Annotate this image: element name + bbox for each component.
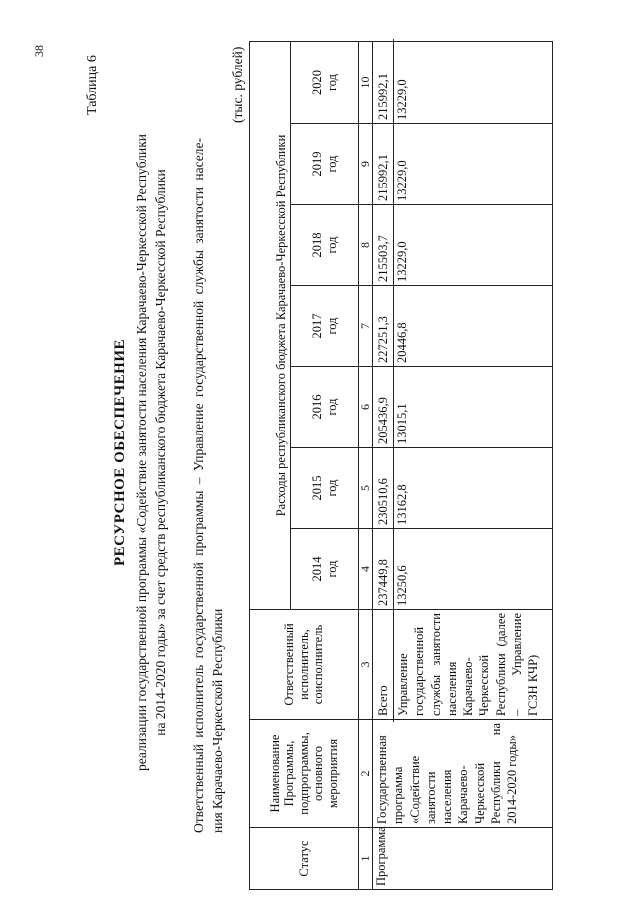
column-number: 1 — [359, 828, 373, 890]
value-total-2015: 230510,6 — [376, 478, 391, 525]
row-program-name: Государственная программа «Содействие занятости населения Карачаево-Черкесской Республики на 2014-2020 годы» — [373, 720, 553, 828]
column-number: 8 — [359, 205, 373, 286]
value-total-2019: 215992,1 — [376, 154, 391, 201]
header-year-2017: 2017 год — [291, 286, 359, 367]
units-note: (тыс. рублей) — [230, 46, 245, 123]
row-executor-agency: Управление государственной службы занятости населения Карачаево-Черкесской Республики (далее – Управление ГСЗН КЧР) — [396, 613, 541, 716]
document-subtitle-line-2: на 2014-2020 годы» за счет средств республиканского бюджета Карачаево-Черкесской Республики — [153, 169, 168, 736]
header-year-2020: 2020 год — [291, 41, 359, 123]
value-total-2014: 237449,8 — [376, 559, 391, 606]
column-number: 3 — [359, 610, 373, 720]
header-row-top — [250, 41, 291, 889]
page-number: 38 — [32, 45, 46, 57]
value-agency-2019: 13229,0 — [395, 160, 410, 201]
header-expenses-group: Расходы республиканского бюджета Карачаево-Черкесской Республики — [250, 41, 291, 609]
table-row — [373, 41, 553, 889]
document-subtitle-line-1: реализации государственной программы «Содействие занятости населения Карачаево-Черкесской Республики — [134, 133, 149, 772]
header-status: Статус — [250, 828, 359, 890]
responsible-executor-line-1: Ответственный исполнитель государственной программы – Управление государственной службы занятости населе- — [191, 138, 206, 833]
value-agency-2018: 13229,0 — [395, 241, 410, 282]
column-number: 10 — [359, 41, 373, 123]
value-total-2017: 227251,3 — [376, 316, 391, 363]
header-name: Наименование Программы, подпрограммы, основного мероприятия — [250, 720, 359, 828]
value-total-2020: 215992,1 — [376, 73, 391, 120]
column-number: 6 — [359, 367, 373, 448]
responsible-executor-line-2: ния Карачаево-Черкесской Республики — [210, 608, 225, 833]
document-title: РЕСУРСНОЕ ОБЕСПЕЧЕНИЕ — [112, 338, 128, 567]
column-number-row — [359, 41, 373, 889]
header-year-2018: 2018 год — [291, 205, 359, 286]
value-total-2018: 215503,7 — [376, 235, 391, 282]
value-agency-2015: 13162,8 — [395, 484, 410, 525]
column-number: 2 — [359, 720, 373, 828]
header-year-2019: 2019 год — [291, 124, 359, 205]
value-agency-2020: 13229,0 — [395, 79, 410, 120]
header-executor: Ответственный исполнитель, соисполнитель — [250, 610, 359, 720]
column-number: 9 — [359, 124, 373, 205]
resource-table — [249, 41, 553, 890]
column-number: 4 — [359, 529, 373, 610]
header-year-2016: 2016 год — [291, 367, 359, 448]
value-agency-2016: 13015,1 — [395, 403, 410, 444]
value-agency-2014: 13250,6 — [395, 565, 410, 606]
value-total-2016: 205436,9 — [376, 397, 391, 444]
row-status: Программа — [373, 828, 553, 890]
header-year-2015: 2015 год — [291, 448, 359, 529]
column-number: 5 — [359, 448, 373, 529]
table-label: Таблица 6 — [85, 55, 100, 115]
header-year-2014: 2014 год — [291, 529, 359, 610]
row-executor-total: Всего — [376, 685, 391, 716]
value-agency-2017: 20446,8 — [395, 322, 410, 363]
column-number: 7 — [359, 286, 373, 367]
